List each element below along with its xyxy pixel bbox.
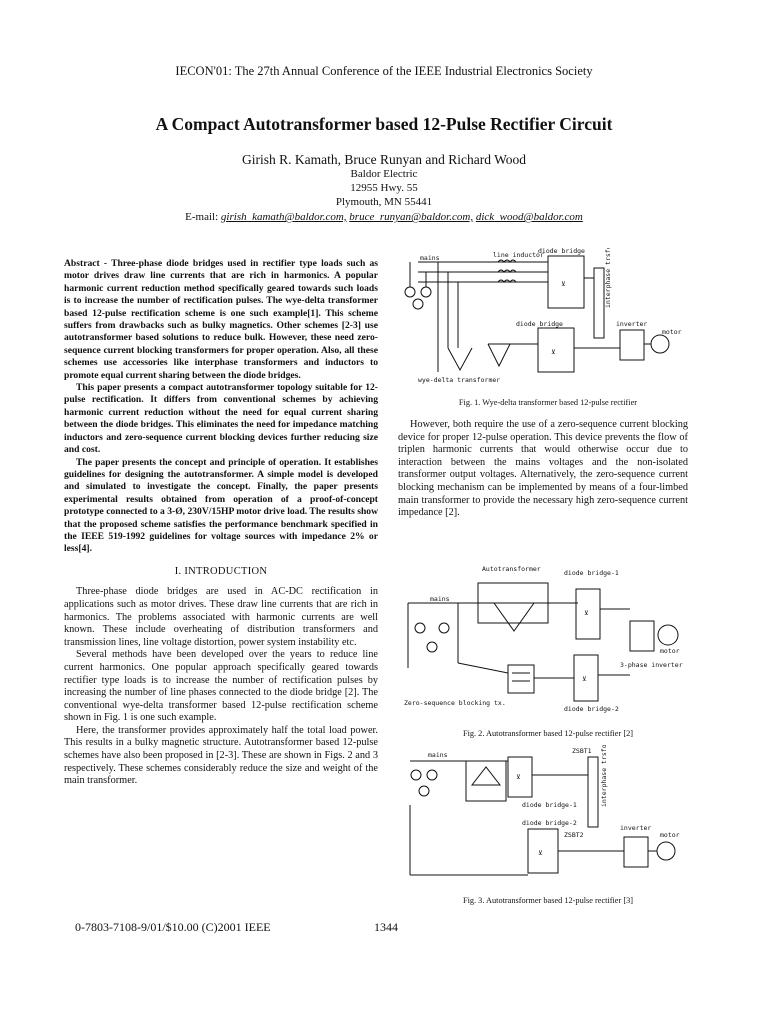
email-label: E-mail: (185, 211, 219, 223)
svg-text:⊻: ⊻ (551, 348, 556, 356)
fig1-mains-label: mains (420, 254, 440, 262)
fig1-diode-bridge-label: diode bridge (538, 248, 585, 255)
abstract-paragraph: Abstract - Three-phase diode bridges used in rectifier type loads such as motor drives draw line currents that are rich in harmonics. A popular harmonic current reduction method specifically geared towards such loads is to increase the number of rectification pulses. The wye-delta transformer based 12-pulse rectification scheme is one such example[1]. This scheme suffers from drawbacks such as bulky magnetics. Other schemes [2-3] use autotransformer based solutions to reduce bulk. However, these need zero-sequence current blocking transformers for proper operation. Also, all these schemes use accessories like interphase transformers and inductors to promote equal current sharing between the diode bridges. (64, 258, 378, 381)
fig3-diode-bridge-1-label: diode bridge-1 (522, 801, 577, 809)
email-link[interactable]: bruce_runyan@baldor.com, (349, 211, 474, 223)
fig1-diode-bridge-label: diode bridge (516, 320, 563, 328)
fig3-inverter-label: inverter (620, 824, 652, 832)
fig1-line-inductor-label: line inductor (493, 251, 544, 259)
svg-text:⊻: ⊻ (584, 609, 589, 617)
paper-title: A Compact Autotransformer based 12-Pulse Rectifier Circuit (155, 114, 613, 134)
fig2-mains-label: mains (430, 595, 450, 603)
fig3-zsbt1-label: ZSBT1 (572, 747, 592, 755)
fig3-diode-bridge-2-label: diode bridge-2 (522, 819, 577, 827)
page-number: 1344 (374, 920, 398, 934)
abstract-paragraph: The paper presents the concept and principle of operation. It establishes guidelines for designing the autotransformer. A simple model is developed and simulated to investigate the concept. Finally, the paper presents experimental results obtained from operation of a proof-of-concept prototype connected to a 3-Ø, 230V/15HP motor drive load. The results show that the proposed scheme satisfies the performance benchmark specified in the IEEE 519-1992 guidelines for voltage sources with impedance 2% or less[4]. (64, 456, 379, 555)
fig2-diode-bridge-2-label: diode bridge-2 (564, 705, 619, 713)
section-heading: I. INTRODUCTION (174, 565, 268, 577)
fig2-inverter-label: 3-phase inverter (620, 661, 683, 669)
svg-text:⊻: ⊻ (538, 849, 543, 857)
left-column (64, 258, 378, 788)
body-paragraph: Here, the transformer provides approximately half the total load power. This results in a bulky magnetic structure. Autotransformer based 12-pulse schemes have also been proposed in [2-3]. These are shown in Figs. 2 and 3 respectively. These schemes considerably reduce the size and weight of the main transformer. (64, 724, 378, 787)
figure-3 (398, 745, 698, 895)
figure-3-caption: Fig. 3. Autotransformer based 12-pulse rectifier [3] (462, 896, 634, 905)
fig2-motor-label: motor (660, 647, 680, 655)
body-paragraph: However, both require the use of a zero-sequence current blocking device for proper 12-pulse operation. This device prevents the flow of triplen harmonic currents that would otherwise occur due to interaction between the mains voltages and the non-isolated transformer output voltages. Alternatively, the zero-sequence current blocking mechanism can be implemented by means of a four-limbed main transformer to provide the necessary high zero-sequence current impedance [2]. (398, 419, 688, 519)
conference-header: IECON'01: The 27th Annual Conference of the IEEE Industrial Electronics Society (175, 64, 593, 78)
fig2-diode-bridge-1-label: diode bridge-1 (564, 569, 619, 577)
paper-authors: Girish R. Kamath, Bruce Runyan and Richard Wood (242, 152, 526, 167)
svg-text:⊻: ⊻ (561, 280, 566, 288)
figure-2 (398, 563, 698, 723)
footer-copyright: 0-7803-7108-9/01/$10.00 (C)2001 IEEE (75, 920, 271, 934)
body-paragraph: Several methods have been developed over the years to reduce line current harmonics. One popular approach specifically geared towards rectifier type loads is to increase the number of rectification pulses by increasing the number of line phases connected to the diode bridge [2]. The conventional wye-delta transformer based 12-pulse rectification scheme shown in Fig. 1 is one such example. (64, 649, 378, 724)
fig3-mains-label: mains (428, 751, 448, 759)
abstract-paragraph: This paper presents a compact autotransformer topology suitable for 12-pulse rectification. It differs from conventional schemes by achieving harmonic current reduction without the need for equal current sharing between the diode bridges. This eliminates the need for impedance matching inductors and zero-sequence current blocking devices further reducing size and cost. (64, 382, 378, 456)
fig3-motor-label: motor (660, 831, 680, 839)
email-link[interactable]: girish_kamath@baldor.com, (220, 211, 347, 223)
affiliation-line: Baldor Electric (350, 168, 418, 180)
fig1-interphase-label: interphase trsfo. (604, 248, 612, 308)
fig2-autotransformer-label: Autotransformer (482, 565, 541, 573)
svg-text:⊻: ⊻ (582, 675, 587, 683)
fig3-interphase-label: interphase trsfo. (600, 745, 608, 807)
email-line (0, 211, 768, 223)
affiliation-line: 12955 Hwy. 55 (350, 182, 418, 194)
fig1-motor-label: motor (662, 328, 682, 336)
fig1-inverter-label: inverter (616, 320, 648, 328)
figure-1-caption: Fig. 1. Wye-delta transformer based 12-pulse rectifier (458, 398, 638, 407)
affiliation-line: Plymouth, MN 55441 (335, 196, 433, 208)
svg-text:⊻: ⊻ (516, 773, 521, 781)
body-paragraph: Three-phase diode bridges are used in AC-DC rectification in applications such as motor drives. These draw line currents that are rich in harmonics. The problems associated with harmonic currents are well known. These include overheating of distribution transformers and transmission lines, line voltage distortion, power system instability etc. (64, 586, 378, 648)
fig3-zsbt2-label: ZSBT2 (564, 831, 584, 839)
email-link[interactable]: dick_wood@baldor.com (475, 211, 583, 223)
right-column (398, 419, 688, 520)
figure-1 (398, 248, 698, 388)
fig1-transformer-label: wye-delta transformer (418, 376, 501, 384)
fig2-zero-seq-label: Zero-sequence blocking tx. (404, 699, 506, 707)
figure-2-caption: Fig. 2. Autotransformer based 12-pulse rectifier [2] (462, 729, 634, 738)
